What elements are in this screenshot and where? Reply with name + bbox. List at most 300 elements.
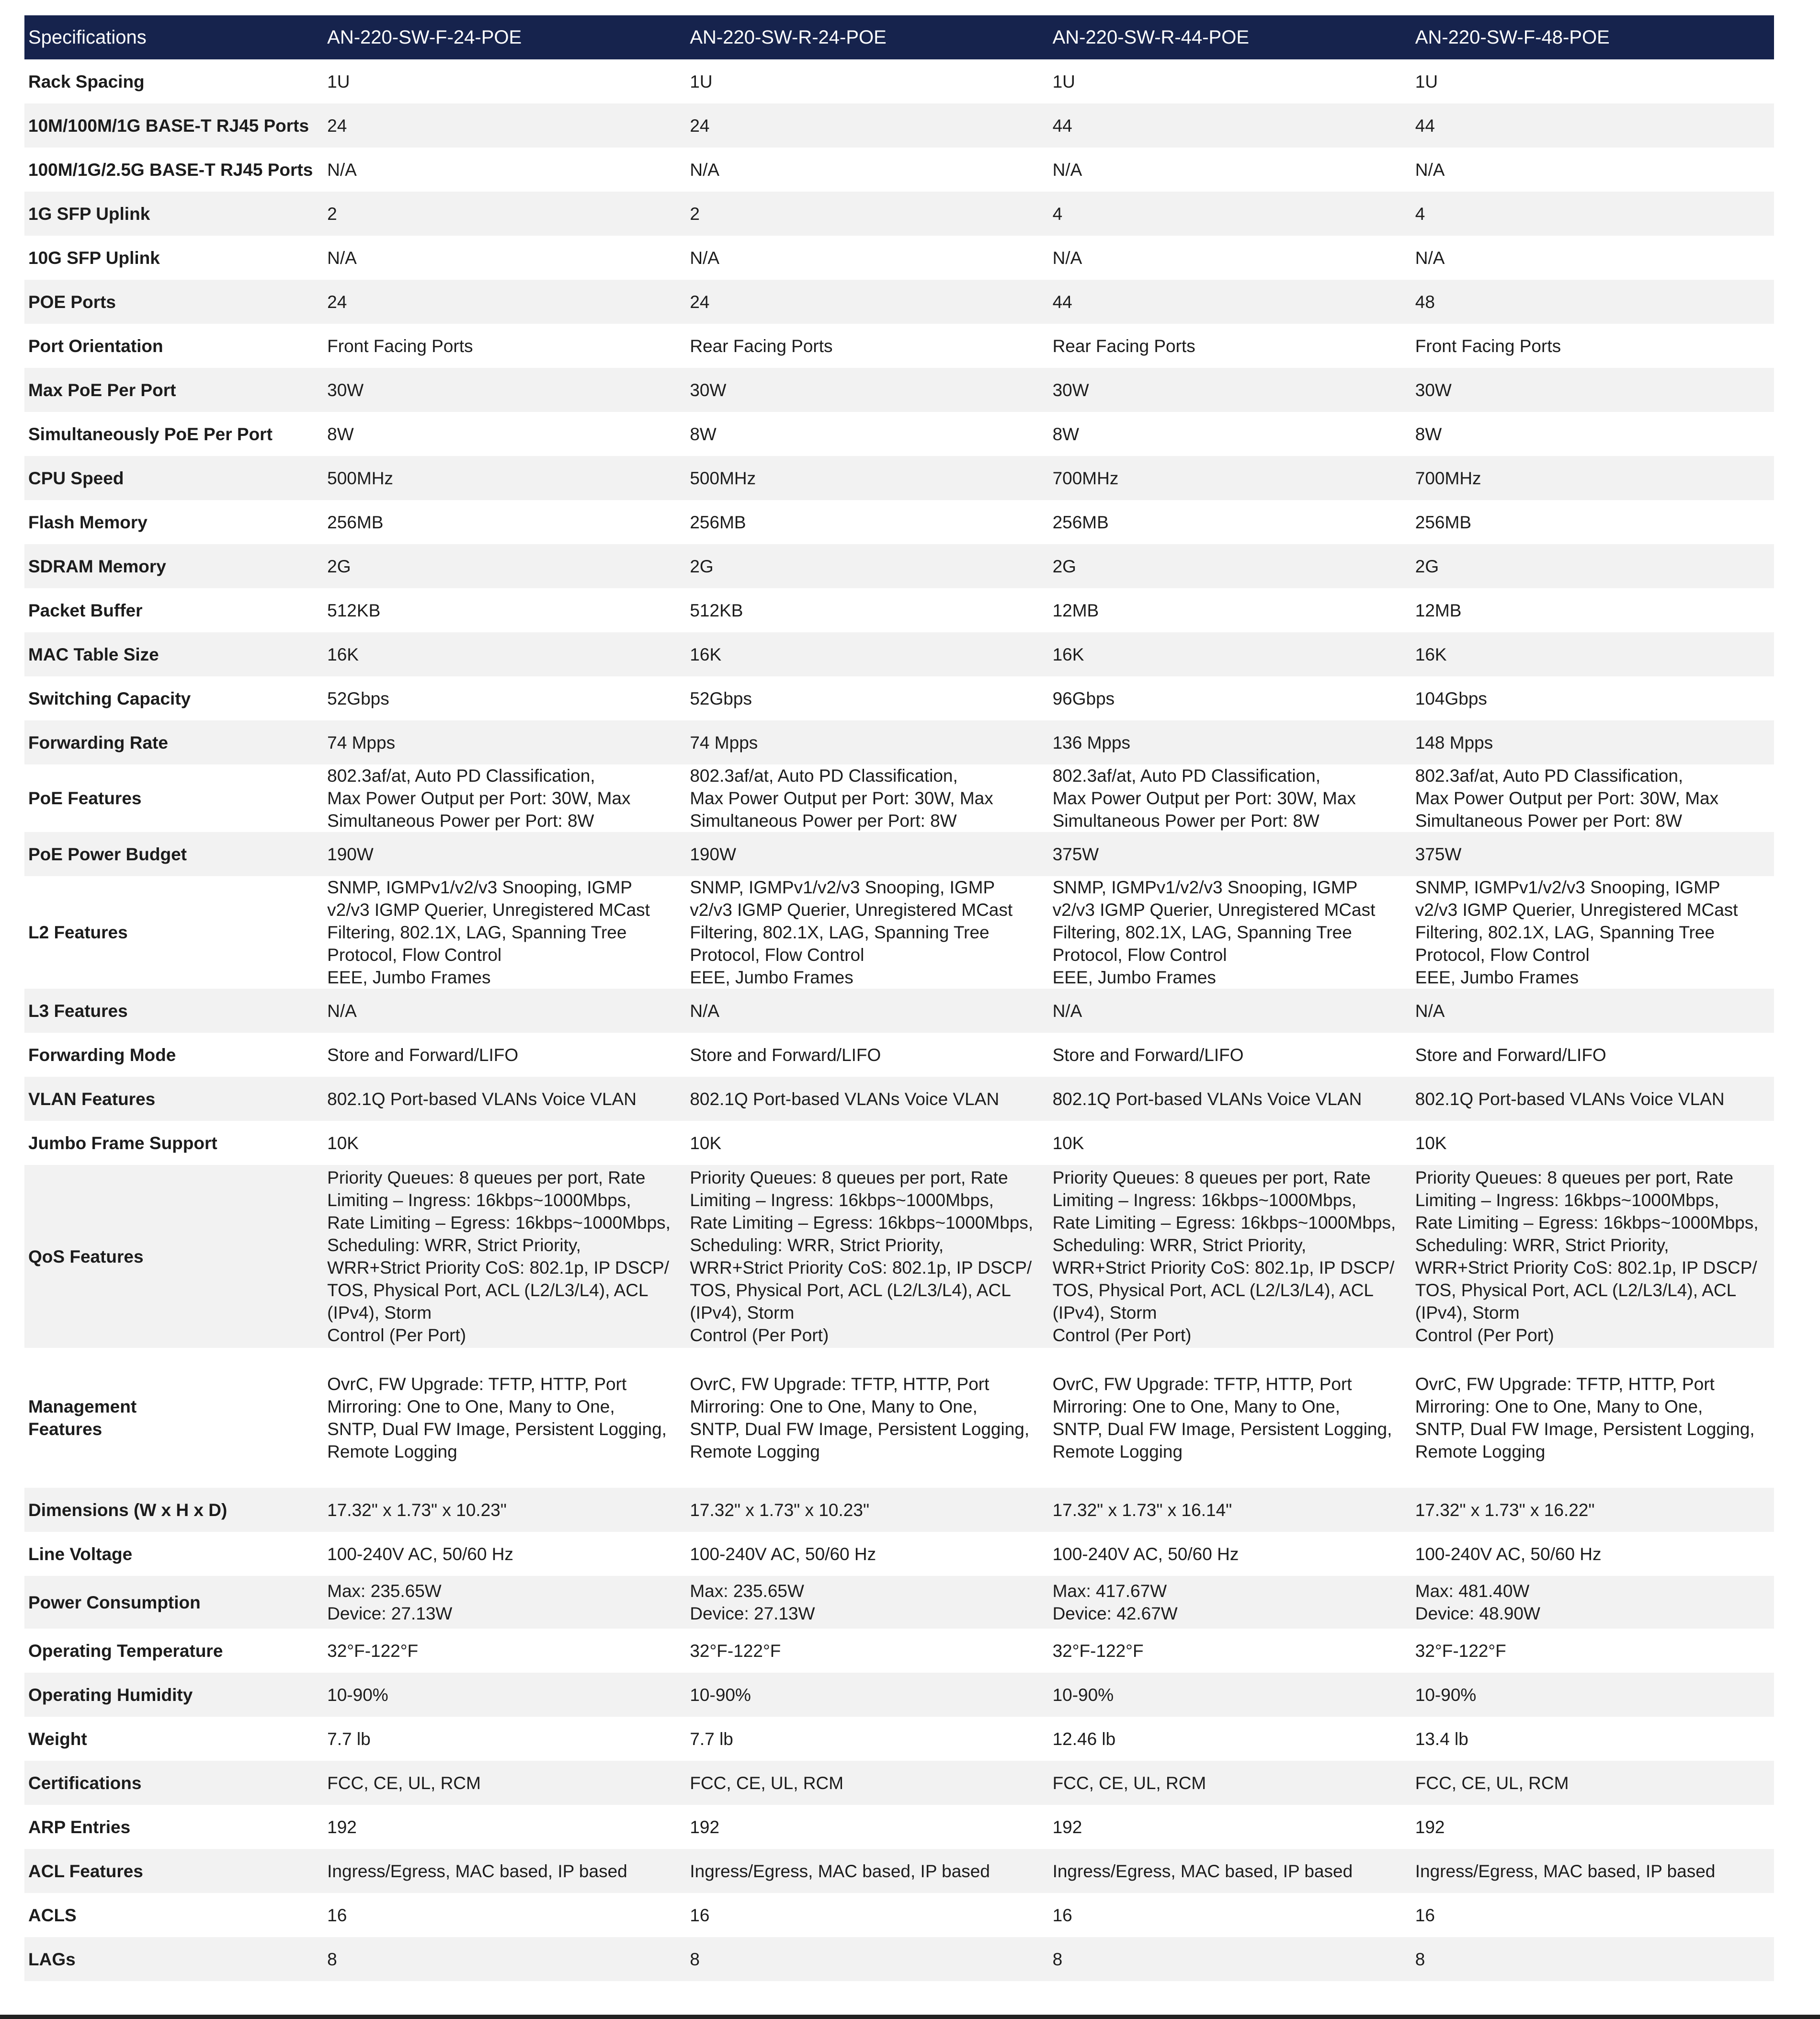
row-label-text: L2 Features [28,923,128,942]
row-label [24,544,323,588]
row-value-model-4 [1411,1629,1774,1673]
cell-value: 30W [1052,380,1089,400]
cell-value: FCC, CE, UL, RCM [1052,1773,1206,1793]
table-row [24,1849,1774,1893]
row-value-model-3 [1049,676,1411,720]
cell-value: 256MB [327,512,384,532]
row-value-model-1 [323,1576,686,1629]
row-value-model-2 [686,1893,1048,1937]
row-label-text: Packet Buffer [28,600,143,620]
cell-value: 190W [690,844,737,864]
header-model-1: AN-220-SW-F-24-POE [323,15,686,59]
row-value-model-2 [686,236,1048,280]
row-label [24,1165,323,1348]
row-value-model-4 [1411,324,1774,368]
cell-value: 44 [1415,115,1435,136]
cell-value: Max: 235.65W Device: 27.13W [690,1581,815,1623]
row-label-text: Forwarding Rate [28,732,168,753]
cell-value: Front Facing Ports [1415,336,1561,356]
row-value-model-1 [323,1165,686,1348]
cell-value: 74 Mpps [327,732,396,753]
row-value-model-1 [323,368,686,412]
row-label [24,192,323,236]
row-value-model-1 [323,1629,686,1673]
cell-value: 16K [327,644,359,664]
row-value-model-3 [1049,368,1411,412]
row-label [24,676,323,720]
cell-value: 74 Mpps [690,732,758,753]
cell-value: 256MB [690,512,746,532]
row-value-model-2 [686,876,1048,989]
row-value-model-4 [1411,1576,1774,1629]
row-value-model-1 [323,876,686,989]
row-label [24,1761,323,1805]
row-value-model-4 [1411,1077,1774,1121]
table-row [24,1488,1774,1532]
cell-value: 32°F-122°F [1415,1641,1506,1661]
row-value-model-4 [1411,1761,1774,1805]
row-label [24,832,323,876]
cell-value: Max: 417.67W Device: 42.67W [1052,1581,1178,1623]
row-label [24,1488,323,1532]
row-value-model-2 [686,1165,1048,1348]
cell-value: 16K [1052,644,1084,664]
row-label-text: ARP Entries [28,1817,131,1837]
cell-value: 16 [690,1905,710,1925]
row-value-model-4 [1411,1673,1774,1717]
row-label [24,103,323,148]
table-row [24,1893,1774,1937]
table-row [24,720,1774,764]
cell-value: 12.46 lb [1052,1729,1116,1749]
row-label-text: 10M/100M/1G BASE-T RJ45 Ports [28,115,309,136]
row-label [24,1849,323,1893]
row-label-text: Power Consumption [28,1592,201,1612]
cell-value: 12MB [1415,600,1462,620]
row-value-model-1 [323,1033,686,1077]
table-row [24,1077,1774,1121]
row-value-model-3 [1049,1576,1411,1629]
row-value-model-3 [1049,1629,1411,1673]
row-value-model-4 [1411,720,1774,764]
table-row [24,236,1774,280]
row-value-model-2 [686,1576,1048,1629]
row-value-model-2 [686,1532,1048,1576]
row-value-model-3 [1049,876,1411,989]
cell-value: 2G [1415,556,1439,576]
row-label-text: Max PoE Per Port [28,380,176,400]
cell-value: 30W [327,380,364,400]
cell-value: 375W [1052,844,1099,864]
table-row [24,1033,1774,1077]
row-value-model-1 [323,832,686,876]
row-value-model-2 [686,324,1048,368]
row-label-text: 100M/1G/2.5G BASE-T RJ45 Ports [28,160,313,180]
row-value-model-2 [686,103,1048,148]
header-model-3: AN-220-SW-R-44-POE [1049,15,1411,59]
row-value-model-1 [323,192,686,236]
row-value-model-1 [323,1937,686,1981]
row-value-model-4 [1411,103,1774,148]
row-value-model-4 [1411,1165,1774,1348]
cell-value: 802.3af/at, Auto PD Classification, Max Power Output per Port: 30W, Max Simultaneous Power per Port: 8W [327,766,631,831]
row-value-model-1 [323,1717,686,1761]
row-value-model-4 [1411,1717,1774,1761]
cell-value: 16K [690,644,722,664]
row-value-model-4 [1411,1121,1774,1165]
row-value-model-4 [1411,456,1774,500]
row-label-text: LAGs [28,1949,76,1969]
row-value-model-1 [323,236,686,280]
row-value-model-2 [686,632,1048,676]
cell-value: OvrC, FW Upgrade: TFTP, HTTP, Port Mirroring: One to One, Many to One, SNTP, Dual FW Image, Persistent Logging, Remote Logging [1052,1374,1392,1461]
cell-value: Rear Facing Ports [1052,336,1195,356]
row-value-model-3 [1049,1532,1411,1576]
row-value-model-3 [1049,1673,1411,1717]
cell-value: 17.32" x 1.73" x 16.22" [1415,1500,1595,1520]
row-label-text: Operating Temperature [28,1641,223,1661]
cell-value: 7.7 lb [690,1729,733,1749]
cell-value: Ingress/Egress, MAC based, IP based [690,1861,990,1881]
row-label [24,632,323,676]
row-label [24,1673,323,1717]
cell-value: 52Gbps [690,688,752,708]
row-value-model-2 [686,1077,1048,1121]
cell-value: 44 [1052,115,1072,136]
row-value-model-4 [1411,876,1774,989]
cell-value: 1U [327,71,350,91]
row-value-model-2 [686,1937,1048,1981]
table-row [24,1629,1774,1673]
cell-value: Ingress/Egress, MAC based, IP based [1415,1861,1716,1881]
table-row [24,832,1774,876]
row-label-text: Line Voltage [28,1544,133,1564]
row-value-model-1 [323,1121,686,1165]
row-label-text: SDRAM Memory [28,556,166,576]
table-row [24,588,1774,632]
cell-value: 13.4 lb [1415,1729,1468,1749]
row-value-model-3 [1049,1937,1411,1981]
cell-value: 512KB [327,600,381,620]
cell-value: 24 [690,292,710,312]
row-value-model-1 [323,989,686,1033]
row-label-text: POE Ports [28,292,116,312]
row-value-model-1 [323,103,686,148]
row-value-model-3 [1049,103,1411,148]
specifications-table [24,15,1774,1981]
cell-value: 17.32" x 1.73" x 10.23" [327,1500,507,1520]
cell-value: SNMP, IGMPv1/v2/v3 Snooping, IGMP v2/v3 IGMP Querier, Unregistered MCast Filtering, 802.1X, LAG, Spanning Tree Protocol, Flow Control EEE, Jumbo Frames [327,878,650,987]
cell-value: 30W [690,380,727,400]
cell-value: 802.3af/at, Auto PD Classification, Max Power Output per Port: 30W, Max Simultaneous Power per Port: 8W [690,766,993,831]
cell-value: 10K [327,1133,359,1153]
cell-value: SNMP, IGMPv1/v2/v3 Snooping, IGMP v2/v3 IGMP Querier, Unregistered MCast Filtering, 802.1X, LAG, Spanning Tree Protocol, Flow Control EEE, Jumbo Frames [1052,878,1376,987]
row-label [24,989,323,1033]
cell-value: 10K [690,1133,722,1153]
row-label-text: Weight [28,1729,87,1749]
row-label [24,876,323,989]
row-value-model-2 [686,1805,1048,1849]
row-value-model-1 [323,1077,686,1121]
row-value-model-2 [686,192,1048,236]
row-value-model-4 [1411,832,1774,876]
row-label-text: Port Orientation [28,336,163,356]
cell-value: 8W [690,424,717,444]
table-body [24,59,1774,1981]
table-row [24,764,1774,832]
row-value-model-3 [1049,1121,1411,1165]
row-value-model-1 [323,1849,686,1893]
cell-value: 24 [690,115,710,136]
cell-value: N/A [1052,1001,1082,1021]
table-row [24,544,1774,588]
cell-value: N/A [327,160,357,180]
cell-value: Front Facing Ports [327,336,473,356]
cell-value: 16 [1052,1905,1072,1925]
cell-value: OvrC, FW Upgrade: TFTP, HTTP, Port Mirroring: One to One, Many to One, SNTP, Dual FW Image, Persistent Logging, Remote Logging [327,1374,667,1461]
cell-value: 192 [690,1817,720,1837]
row-value-model-4 [1411,544,1774,588]
cell-value: 8 [690,1949,700,1969]
row-label [24,1532,323,1576]
cell-value: Priority Queues: 8 queues per port, Rate Limiting – Ingress: 16kbps~1000Mbps, Rate Limiting – Egress: 16kbps~1000Mbps, Scheduling: WRR, Strict Priority, WRR+Strict Priority CoS: 802.1p, IP DSCP/ TOS, Physical Port, ACL (L2/L3/L4), ACL (IPv4), Storm Control (Per Port) [1052,1168,1396,1345]
row-label [24,236,323,280]
row-label-text: PoE Power Budget [28,844,187,864]
cell-value: 100-240V AC, 50/60 Hz [1052,1544,1239,1564]
cell-value: N/A [690,248,720,268]
cell-value: SNMP, IGMPv1/v2/v3 Snooping, IGMP v2/v3 IGMP Querier, Unregistered MCast Filtering, 802.1X, LAG, Spanning Tree Protocol, Flow Control EEE, Jumbo Frames [690,878,1013,987]
row-value-model-2 [686,368,1048,412]
row-value-model-2 [686,456,1048,500]
row-value-model-1 [323,1761,686,1805]
table-row [24,59,1774,103]
row-value-model-3 [1049,412,1411,456]
cell-value: 512KB [690,600,743,620]
row-label [24,148,323,192]
row-value-model-3 [1049,632,1411,676]
row-value-model-2 [686,1849,1048,1893]
cell-value: 16 [327,1905,347,1925]
row-value-model-4 [1411,1488,1774,1532]
cell-value: OvrC, FW Upgrade: TFTP, HTTP, Port Mirroring: One to One, Many to One, SNTP, Dual FW Image, Persistent Logging, Remote Logging [690,1374,1030,1461]
cell-value: 10K [1415,1133,1447,1153]
table-row [24,632,1774,676]
cell-value: Max: 481.40W Device: 48.90W [1415,1581,1540,1623]
row-label-text: Simultaneously PoE Per Port [28,424,273,444]
cell-value: 256MB [1415,512,1471,532]
cell-value: 32°F-122°F [327,1641,419,1661]
row-value-model-3 [1049,324,1411,368]
row-value-model-3 [1049,1849,1411,1893]
row-value-model-2 [686,148,1048,192]
cell-value: Store and Forward/LIFO [690,1045,881,1065]
row-value-model-1 [323,764,686,832]
row-value-model-3 [1049,280,1411,324]
cell-value: FCC, CE, UL, RCM [327,1773,481,1793]
row-label [24,1717,323,1761]
row-value-model-4 [1411,1348,1774,1488]
row-value-model-4 [1411,1893,1774,1937]
row-value-model-3 [1049,1893,1411,1937]
table-header [24,15,1774,59]
row-label-text: QoS Features [28,1246,144,1266]
cell-value: 12MB [1052,600,1099,620]
table-row [24,1165,1774,1348]
table-row [24,1121,1774,1165]
cell-value: 44 [1052,292,1072,312]
table-row [24,103,1774,148]
table-row [24,1805,1774,1849]
row-value-model-2 [686,989,1048,1033]
cell-value: 48 [1415,292,1435,312]
cell-value: N/A [1052,248,1082,268]
cell-value: 8 [1415,1949,1425,1969]
table-row [24,324,1774,368]
row-value-model-2 [686,676,1048,720]
row-label-text: 10G SFP Uplink [28,248,160,268]
table-row [24,412,1774,456]
cell-value: 4 [1052,204,1063,224]
cell-value: 802.1Q Port-based VLANs Voice VLAN [1052,1089,1362,1109]
row-value-model-1 [323,1673,686,1717]
cell-value: 1U [1052,71,1075,91]
row-label-text: Management Features [28,1397,137,1439]
table-row [24,192,1774,236]
cell-value: 802.1Q Port-based VLANs Voice VLAN [690,1089,1000,1109]
row-label [24,280,323,324]
row-label [24,1077,323,1121]
cell-value: 700MHz [1052,468,1119,488]
cell-value: 700MHz [1415,468,1481,488]
cell-value: 192 [1052,1817,1082,1837]
row-value-model-4 [1411,632,1774,676]
row-value-model-1 [323,324,686,368]
row-label-text: Certifications [28,1773,142,1793]
row-label-text: MAC Table Size [28,644,159,664]
row-value-model-1 [323,280,686,324]
row-label [24,1033,323,1077]
cell-value: 10-90% [327,1685,388,1705]
row-value-model-1 [323,1488,686,1532]
row-label-text: PoE Features [28,788,142,808]
cell-value: 802.1Q Port-based VLANs Voice VLAN [327,1089,637,1109]
cell-value: Priority Queues: 8 queues per port, Rate Limiting – Ingress: 16kbps~1000Mbps, Rate Limiting – Egress: 16kbps~1000Mbps, Scheduling: WRR, Strict Priority, WRR+Strict Priority CoS: 802.1p, IP DSCP/ TOS, Physical Port, ACL (L2/L3/L4), ACL (IPv4), Storm Control (Per Port) [690,1168,1034,1345]
cell-value: N/A [690,160,720,180]
cell-value: 100-240V AC, 50/60 Hz [690,1544,876,1564]
row-label [24,1576,323,1629]
table-row [24,1673,1774,1717]
cell-value: 10K [1052,1133,1084,1153]
cell-value: 8W [1052,424,1080,444]
cell-value: Priority Queues: 8 queues per port, Rate Limiting – Ingress: 16kbps~1000Mbps, Rate Limiting – Egress: 16kbps~1000Mbps, Scheduling: WRR, Strict Priority, WRR+Strict Priority CoS: 802.1p, IP DSCP/ TOS, Physical Port, ACL (L2/L3/L4), ACL (IPv4), Storm Control (Per Port) [327,1168,671,1345]
row-value-model-3 [1049,588,1411,632]
row-value-model-3 [1049,1077,1411,1121]
row-value-model-4 [1411,368,1774,412]
row-label-text: Jumbo Frame Support [28,1133,217,1153]
row-label [24,1121,323,1165]
row-value-model-1 [323,1348,686,1488]
cell-value: Rear Facing Ports [690,336,833,356]
row-value-model-2 [686,1033,1048,1077]
row-value-model-1 [323,720,686,764]
header-specifications: Specifications [24,15,323,59]
row-label [24,368,323,412]
row-label [24,588,323,632]
row-value-model-2 [686,1121,1048,1165]
table-row [24,1761,1774,1805]
header-row [24,15,1774,59]
row-value-model-2 [686,280,1048,324]
cell-value: 17.32" x 1.73" x 10.23" [690,1500,870,1520]
row-label-text: VLAN Features [28,1089,156,1109]
row-label [24,1805,323,1849]
row-value-model-4 [1411,1805,1774,1849]
cell-value: 8 [327,1949,337,1969]
row-label-text: L3 Features [28,1001,128,1021]
cell-value: 2 [690,204,700,224]
row-value-model-2 [686,720,1048,764]
table-row [24,148,1774,192]
cell-value: FCC, CE, UL, RCM [1415,1773,1569,1793]
cell-value: 190W [327,844,374,864]
row-label-text: Forwarding Mode [28,1045,176,1065]
cell-value: Ingress/Egress, MAC based, IP based [327,1861,627,1881]
table-row [24,1532,1774,1576]
row-value-model-2 [686,412,1048,456]
cell-value: 10-90% [690,1685,751,1705]
cell-value: OvrC, FW Upgrade: TFTP, HTTP, Port Mirroring: One to One, Many to One, SNTP, Dual FW Image, Persistent Logging, Remote Logging [1415,1374,1755,1461]
cell-value: 2 [327,204,337,224]
row-value-model-4 [1411,1532,1774,1576]
row-value-model-3 [1049,832,1411,876]
row-label [24,324,323,368]
cell-value: 500MHz [690,468,756,488]
cell-value: 17.32" x 1.73" x 16.14" [1052,1500,1232,1520]
table-row [24,456,1774,500]
row-value-model-3 [1049,59,1411,103]
row-value-model-3 [1049,544,1411,588]
row-value-model-1 [323,1532,686,1576]
cell-value: 104Gbps [1415,688,1487,708]
row-value-model-3 [1049,989,1411,1033]
cell-value: 2G [690,556,714,576]
row-value-model-3 [1049,500,1411,544]
row-value-model-3 [1049,456,1411,500]
cell-value: 375W [1415,844,1462,864]
row-value-model-1 [323,1805,686,1849]
cell-value: 1U [1415,71,1438,91]
cell-value: 24 [327,115,347,136]
cell-value: 7.7 lb [327,1729,371,1749]
row-value-model-2 [686,1673,1048,1717]
row-value-model-2 [686,588,1048,632]
row-value-model-1 [323,1893,686,1937]
cell-value: 24 [327,292,347,312]
cell-value: 32°F-122°F [1052,1641,1144,1661]
row-label-text: CPU Speed [28,468,124,488]
cell-value: 1U [690,71,713,91]
cell-value: N/A [327,248,357,268]
cell-value: 96Gbps [1052,688,1115,708]
row-value-model-3 [1049,1761,1411,1805]
row-label [24,500,323,544]
row-value-model-4 [1411,280,1774,324]
cell-value: N/A [327,1001,357,1021]
cell-value: 100-240V AC, 50/60 Hz [1415,1544,1602,1564]
row-value-model-3 [1049,148,1411,192]
table-row [24,368,1774,412]
table-row [24,1717,1774,1761]
